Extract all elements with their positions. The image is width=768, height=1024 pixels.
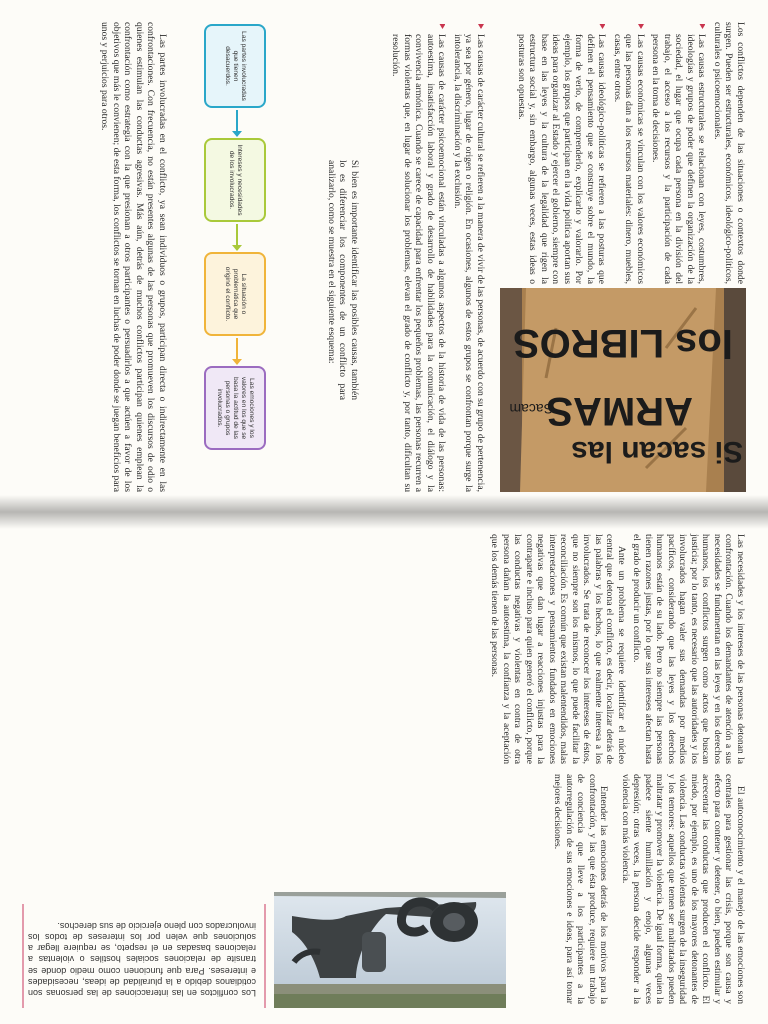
bullet-icon [478, 24, 484, 29]
info-box [22, 904, 266, 1008]
right-page [0, 512, 768, 1024]
self-knowledge-paragraph: El autoconocimiento y el manejo de las emociones son centrales para gestionar las crisis, porque son causa y efecto para contener y detener, o bien, pueden estimular y acrecentar las conductas que producen el conflicto. El miedo, por ejemplo, es uno de los mayores detonantes de violencia. Las conductas violentas surgen de la inseguridad y los temores: aquellos que temen ser maltratados pueden maltratar y promover la violencia. De igual forma, quien la padece siente humillación y enojo, algunas veces depresión; otras veces, la persona decide responder a la violencia con más violencia. [620, 774, 746, 1004]
cause-text: Las causas estructurales se relacionan con leyes, costumbres, ideologías y grupos de poder que definen la organización de la sociedad, el lugar que ocupa cada persona en la división del trabajo, el acceso a los recursos y la participación de cada persona en la toma de decisiones. [650, 34, 708, 284]
cause-text: Las causas económicas se vinculan con los valores económicos que las personas dan a los recursos materiales: dinero, muebles, casas, entre otros. [612, 34, 646, 284]
emotions-paragraph: Entender las emociones detrás de los motivos para la confrontación, y las que ésta produce, requiere un trabajo de conciencia que lleve a los participantes a la autorregulación de sus emociones e ideas, para así tomar mejores decisiones. [552, 774, 610, 1004]
closing-paragraph: Las partes involucradas en el conflicto, ya sean individuos o grupos, participan directa o indirectamente en las confrontaciones. Con frecuencia, no están presentes algunas de las personas que promueven los discursos de odio o quienes estimulan las conductas agresivas. Más aún, detrás de muchos conflictos participan quienes emplean la confrontación como estrategia con la que presionan a otros participantes o persuadirlos a que actúen a favor de los objetivos que más le convienen; de esta forma, los conflictos se tornan en luchas de poder donde se juegan beneficios para unos y perjuicios para otros. [99, 22, 168, 492]
cause-psychoemotional [390, 22, 448, 492]
diagram-intro-block [322, 160, 361, 400]
diagram-box-emotions [204, 366, 266, 450]
right-column-1 [485, 534, 746, 764]
needs-paragraph: Las necesidades y los intereses de las personas detonan la confrontación. Cuando los demandantes de atención a sus necesidades se fundamentan en las leyes y en los derechos humanos, los conflictos surgen como actos que buscan justicia; por lo tanto, es necesario que las autoridades y los involucrados hagan valer sus demandas por medios pacíficos, considerando que las leyes y los derechos humanos están de su lado. Pero no siempre las personas tienen razones justas, por lo que sus intereses afectan hasta el grado de producir un conflicto. [631, 534, 746, 764]
diagram-arrow-1 [236, 110, 238, 132]
causes-list [516, 22, 708, 284]
diagram-box-label: La situación o problemática que originó el conflicto. [224, 266, 247, 322]
diagram-box-label: Intereses y necesidades de los involucrados. [228, 144, 243, 216]
cause-economic [612, 22, 647, 284]
cause-cultural [452, 22, 487, 492]
causes-list-continued [390, 22, 486, 492]
bullet-icon [440, 24, 446, 29]
conflict-components-diagram [178, 24, 288, 464]
diagram-box-parties [204, 24, 266, 108]
knotted-gun-sculpture-image [274, 892, 506, 1008]
sign-text-1: Si sacan las [571, 435, 743, 468]
core-problem-paragraph: Ante un problema se requiere identificar el núcleo central que detona el conflicto, es decir, localizar detrás de las palabras y los hechos, lo que realmente interesa a los involucrados. Se trata de reconocer los intereses de éstos, que no siempre son los mismos, lo que puede facilitar la reconciliación. Es común que existan malentendidos, malas interpretaciones y pensamientos fundados en emociones negativas que dan lugar a reacciones injustas para la contraparte e incluso para quien generó el conflicto, porque las conductas negativas y violentas en contra de otra persona dañan la autoestima, la confianza y la aceptación que los demás tienen de las personas. [489, 534, 627, 764]
info-box-text: Los conflictos en las interacciones de las personas son cotidianos debido a la pluralidad de ideas, necesidades e intereses. Para que funcionen como medio donde se transite de relaciones sociales hostiles o violentas a relaciones basadas en el respeto, se requiere llegar a soluciones que velen por los intereses de todos los involucrados con pleno ejercicio de sus derechos. [28, 920, 256, 998]
bullet-icon [638, 24, 644, 29]
cause-text: Las causas ideológico-políticas se refieren a las posturas que definen el pensamiento que se construye sobre el mundo, la forma de verlo, de comprenderlo, explicarlo y valorarlo. Por ejemplo, los grupos que participan en la vida política aportan sus ideas para organizar al Estado y ejercer el gobierno, siempre con base en las leyes y la cultura de la legalidad que rigen la estructura social y, sin embargo, algunas veces, estas ideas o posturas son opuestas. [516, 34, 608, 284]
diagram-box-label: Las partes involucradas que tienen desacuerdos. [224, 31, 247, 101]
sign-text-2: ARMAS [546, 389, 693, 433]
diagram-box-situation [204, 252, 266, 336]
cause-text: Las causas de carácter psicoemocional están vinculadas a algunos aspectos de la historia de vida de las personas: autoestima, insatisfacción laboral y grado de desarrollo de habilidades para la comunicación, el diálogo y la convivencia armónica. Cuando se carece de capacidad para enfrentar los pequeños problemas, las personas recurren a formas violentas que, en lugar de solucionar los problemas, elevan el grado de conflicto y, por tanto, dificultan su resolución. [390, 34, 448, 492]
left-column-1 [512, 22, 747, 284]
bullet-icon [600, 24, 606, 29]
protest-sign-image [500, 288, 746, 492]
diagram-box-label: Las emociones y los valores en los que se basa la actitud de las personas o grupos involucrados. [216, 376, 255, 440]
sign-text-side: Sacam [509, 401, 553, 417]
diagram-arrow-3 [236, 338, 238, 360]
left-closing-block [95, 22, 168, 492]
intro-paragraph: Los conflictos dependen de las situaciones o contextos donde surgen. Pueden ser estructurales, económicos, ideológico-políticos, culturales o psicoemocionales. [712, 22, 746, 284]
cause-structural [650, 22, 708, 284]
diagram-box-interests [204, 138, 266, 222]
bullet-icon [700, 24, 706, 29]
sign-text-3: los LIBROS [512, 321, 733, 365]
knotted-gun-photo [274, 892, 506, 1008]
protest-sign-photo [500, 288, 746, 492]
diagram-intro: Si bien es importante identificar las posibles causas, también lo es diferenciar los componentes de un conflicto para analizarlo, como se muestra en el siguiente esquema: [326, 160, 360, 400]
diagram-arrow-2 [236, 224, 238, 246]
left-column-2 [386, 22, 486, 492]
cause-ideological [516, 22, 608, 284]
right-column-2 [548, 774, 746, 1004]
cause-text: Las causas de carácter cultural se refieren a la manera de vivir de las personas, de acuerdo con su grupo de pertenencia, ya sea por género, lugar de origen o religión. En ocasiones, algunos de estos grupos se confrontan porque surge la intolerancia, la discriminación y la exclusión. [452, 34, 486, 492]
